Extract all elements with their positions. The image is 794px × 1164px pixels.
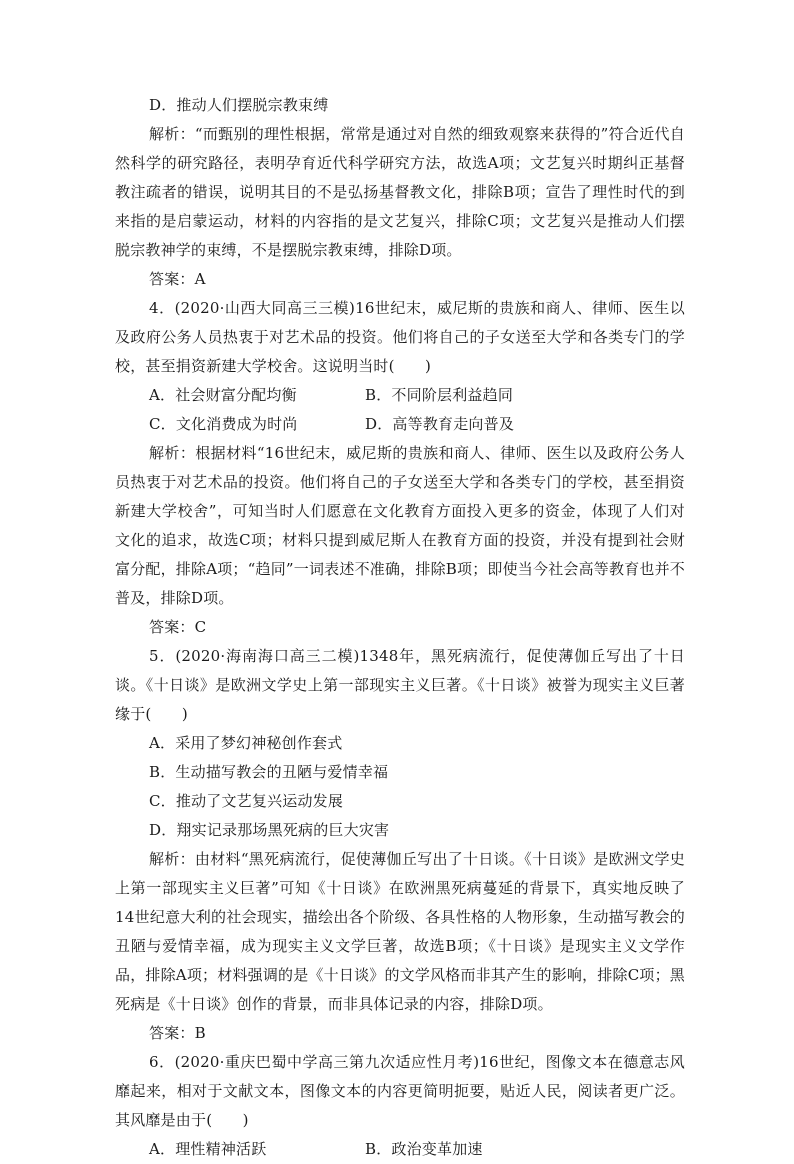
q3-option-d	[115, 91, 685, 120]
q5-option-b: B．生动描写教会的丑陋与爱情幸福	[149, 763, 389, 781]
q5-analysis: 解析：由材料“黑死病流行，促使薄伽丘写出了十日谈。《十日谈》是欧洲文学史上第一部现实主义巨著”可知《十日谈》在欧洲黑死病蔓延的背景下，真实地反映了14世纪意大利的社会现实，描绘出各个阶级、各具性格的人物形象，生动描写教会的丑陋与爱情幸福，成为现实主义文学巨著，故选B项；《十日谈》是现实主义文学作品，排除A项；材料强调的是《十日谈》的文学风格而非其产生的影响，排除C项；黑死病是《十日谈》创作的背景，而非具体记录的内容，排除D项。	[115, 850, 685, 1013]
q5-answer	[115, 1019, 685, 1048]
q4-option-a: A．社会财富分配均衡	[149, 386, 297, 404]
q6-stem: 6．(2020·重庆巴蜀中学高三第九次适应性月考)16世纪，图像文本在德意志风靡起来，相对于文献文本，图像文本的内容更简明扼要，贴近人民，阅读者更广泛。其风靡是由于( )	[115, 1053, 685, 1129]
q5-option-c: C．推动了文艺复兴运动发展	[149, 792, 344, 810]
q4-options-row-2	[115, 410, 685, 439]
q5-option-d: D．翔实记录那场黑死病的巨大灾害	[149, 821, 390, 839]
q6-option-b: B．政治变革加速	[365, 1140, 483, 1158]
option-text: D．推动人们摆脱宗教束缚	[149, 96, 329, 114]
q3-answer	[115, 265, 685, 294]
q6-option-a: A．理性精神活跃	[149, 1140, 267, 1158]
q4-stem: 4．(2020·山西大同高三三模)16世纪末，威尼斯的贵族和商人、律师、医生以及政府公务人员热衷于对艺术品的投资。他们将自己的子女送至大学和各类专门的学校，甚至捐资新建大学校舍。这说明当时( )	[115, 299, 685, 375]
document-page	[115, 91, 685, 1164]
q4-options-row-1	[115, 381, 685, 410]
q4-option-d: D．高等教育走向普及	[365, 415, 515, 433]
q6-options-row-1	[115, 1135, 685, 1164]
answer-text: 答案：C	[149, 618, 207, 636]
answer-text: 答案：A	[149, 270, 206, 288]
q4-answer	[115, 613, 685, 642]
q4-option-b: B．不同阶层利益趋同	[365, 386, 514, 404]
q4-option-c: C．文化消费成为时尚	[149, 415, 298, 433]
answer-text: 答案：B	[149, 1024, 206, 1042]
q5-option-a: A．采用了梦幻神秘创作套式	[149, 734, 343, 752]
q3-analysis: 解析：“而甄别的理性根据，常常是通过对自然的细致观察来获得的”符合近代自然科学的研究路径，表明孕育近代科学研究方法，故选A项；文艺复兴时期纠正基督教注疏者的错误，说明其目的不是弘扬基督教文化，排除B项；宣告了理性时代的到来指的是启蒙运动，材料的内容指的是文艺复兴，排除C项；文艺复兴是推动人们摆脱宗教神学的束缚，不是摆脱宗教束缚，排除D项。	[115, 125, 685, 259]
q4-analysis: 解析：根据材料“16世纪末，威尼斯的贵族和商人、律师、医生以及政府公务人员热衷于对艺术品的投资。他们将自己的子女送至大学和各类专门的学校，甚至捐资新建大学校舍”，可知当时人们愿意在文化教育方面投入更多的资金，体现了人们对文化的追求，故选C项；材料只提到威尼斯人在教育方面的投资，并没有提到社会财富分配，排除A项；“趋同”一词表述不准确，排除B项；即使当今社会高等教育也并不普及，排除D项。	[115, 444, 685, 607]
q5-stem: 5．(2020·海南海口高三二模)1348年，黑死病流行，促使薄伽丘写出了十日谈。《十日谈》是欧洲文学史上第一部现实主义巨著。《十日谈》被誉为现实主义巨著缘于( )	[115, 647, 685, 723]
